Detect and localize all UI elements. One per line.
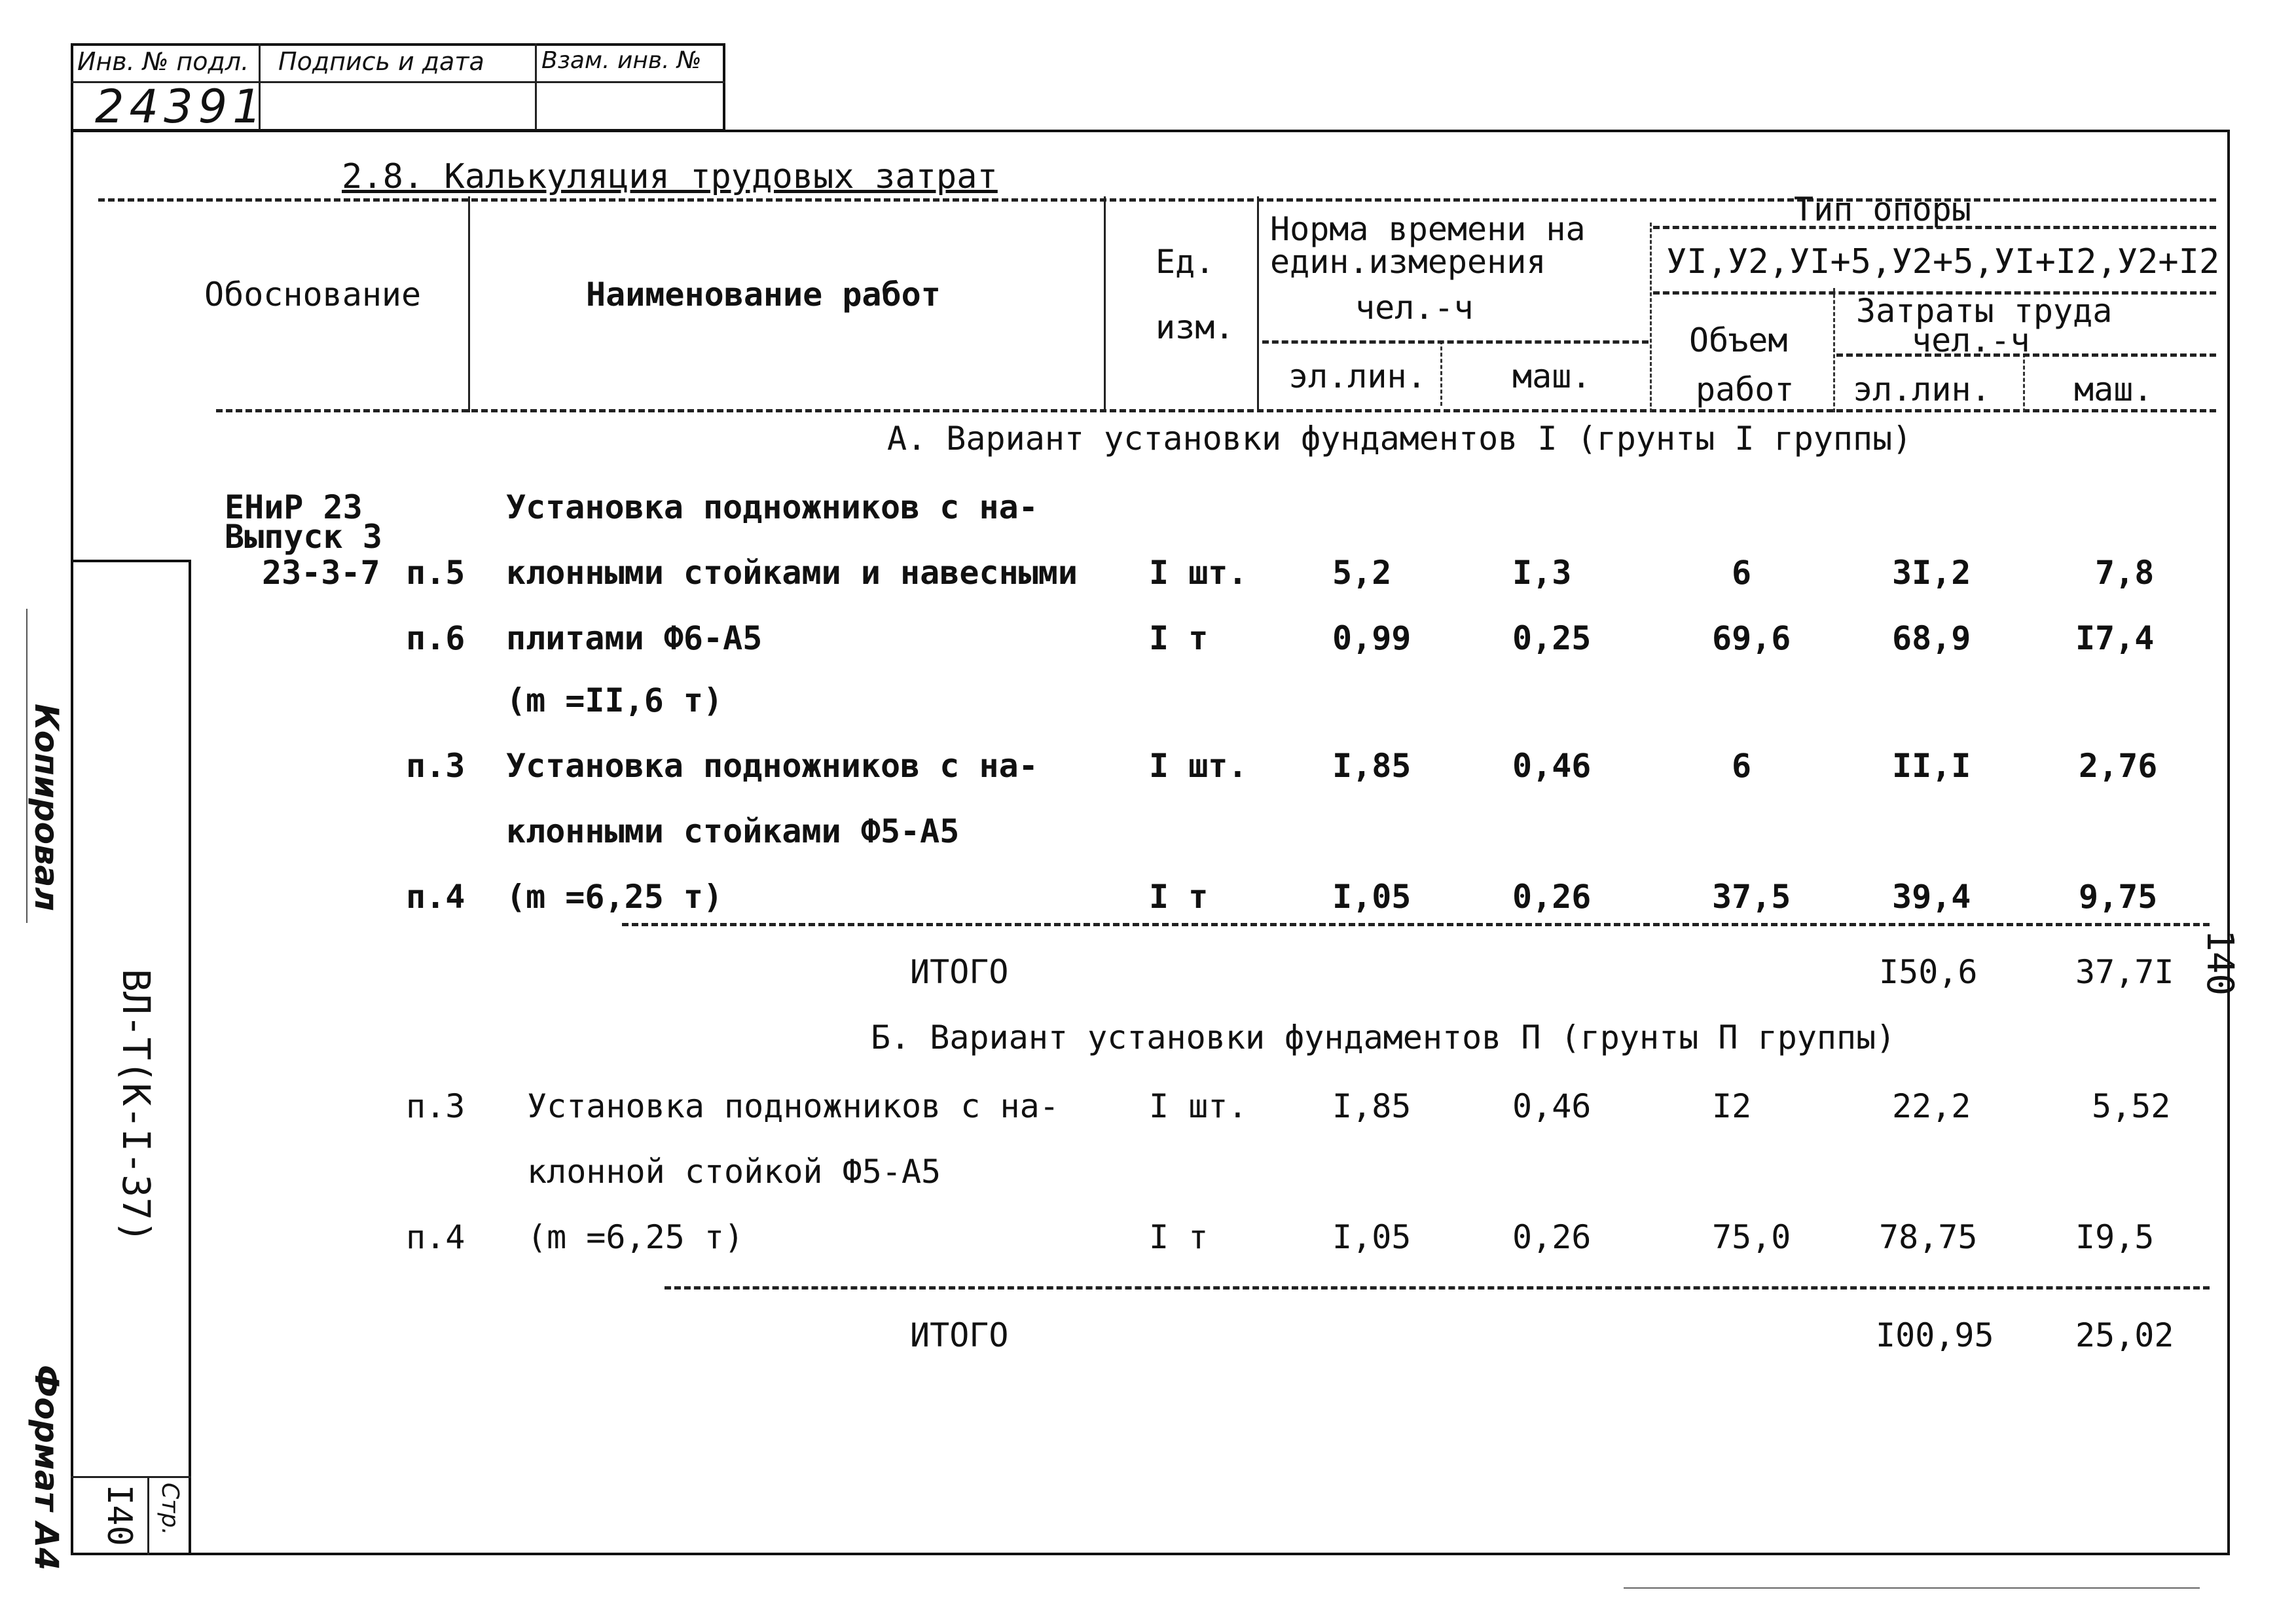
- header-norm-2: един.измерения: [1270, 243, 1546, 281]
- format-label: Формат А4: [27, 1365, 65, 1571]
- volume: 37,5: [1712, 878, 1791, 916]
- unit: I шт.: [1149, 1087, 1248, 1125]
- norm-el: I,85: [1332, 747, 1412, 785]
- work-name: плитами Ф6-А5: [506, 619, 763, 657]
- norm-el: I,85: [1332, 1087, 1412, 1125]
- unit: I шт.: [1149, 554, 1248, 592]
- header-unit-2: изм.: [1156, 308, 1235, 346]
- work-name: (m =6,25 т): [527, 1218, 744, 1256]
- labor-mash: 5,52: [2092, 1087, 2171, 1125]
- header-norm-el: эл.лин.: [1288, 357, 1427, 395]
- norm-el: 5,2: [1332, 554, 1392, 592]
- section-b-total-el: I00,95: [1876, 1316, 1994, 1354]
- header-norm-mash: маш.: [1512, 357, 1592, 395]
- labor-mash: 9,75: [2079, 878, 2158, 916]
- labor-el: 22,2: [1892, 1087, 1971, 1125]
- margin-page-number: 140: [2198, 929, 2241, 996]
- header-support-list: УI,У2,УI+5,У2+5,УI+I2,У2+I2: [1666, 242, 2220, 281]
- col-divider: [1257, 196, 1259, 412]
- binding-strip-divider: [71, 1476, 191, 1478]
- col-divider: [1440, 340, 1442, 406]
- header-labor-2: чел.-ч: [1912, 321, 2030, 359]
- stamp-col-divider: [535, 43, 537, 132]
- item-number: п.3: [406, 1087, 465, 1125]
- work-name: (m =II,6 т): [506, 681, 723, 719]
- header-labor-el: эл.лин.: [1853, 370, 1991, 408]
- margin-mark: [26, 609, 27, 923]
- labor-el: II,I: [1892, 747, 1971, 785]
- header-support-type: Тип опоры: [1794, 190, 1971, 228]
- norm-mash: 0,25: [1512, 619, 1592, 657]
- section-a-title: А. Вариант установки фундаментов I (грунты I группы): [887, 420, 1912, 458]
- header-unit-1: Ед.: [1156, 243, 1215, 281]
- section-a-total-mash: 37,7I: [2075, 953, 2174, 991]
- unit: I т: [1149, 878, 1209, 916]
- volume: 69,6: [1712, 619, 1791, 657]
- unit: I шт.: [1149, 747, 1248, 785]
- volume: 75,0: [1712, 1218, 1791, 1256]
- basis-line-3: 23-3-7: [262, 554, 380, 592]
- section-a-total-el: I50,6: [1879, 953, 1978, 991]
- section-b-total-rule: [665, 1286, 2210, 1290]
- stamp-header-inv: Инв. № подл.: [77, 47, 249, 76]
- document-code: ВЛ-Т(К-I-37): [114, 969, 158, 1244]
- col-divider: [468, 196, 470, 412]
- item-number: п.4: [406, 1218, 465, 1256]
- basis-line-2: Выпуск 3: [225, 518, 382, 556]
- basis-line-1: ЕНиР 23: [225, 488, 363, 526]
- inventory-number: 24391: [95, 80, 267, 134]
- volume: I2: [1712, 1087, 1752, 1125]
- page-label: Стр.: [156, 1483, 183, 1536]
- volume: 6: [1732, 747, 1752, 785]
- unit: I т: [1149, 1218, 1209, 1256]
- norm-mash: I,3: [1512, 554, 1572, 592]
- labor-el: 68,9: [1892, 619, 1971, 657]
- section-b-title: Б. Вариант установки фундаментов П (грунты П группы): [871, 1019, 1896, 1056]
- binding-strip-divider: [147, 1476, 149, 1555]
- item-number: п.6: [406, 619, 465, 657]
- stamp-header-signature: Подпись и дата: [278, 47, 484, 76]
- col-divider: [1650, 223, 1652, 412]
- header-labor-1: Затраты труда: [1856, 292, 2113, 330]
- col-divider: [2023, 353, 2025, 412]
- col-divider: [1833, 288, 1835, 412]
- section-b-total-mash: 25,02: [2075, 1316, 2174, 1354]
- work-name: Установка подножников с на-: [527, 1087, 1059, 1125]
- page-title: 2.8. Калькуляция трудовых затрат: [342, 157, 998, 196]
- header-norm-1: Норма времени на: [1270, 210, 1586, 248]
- item-number: п.4: [406, 878, 465, 916]
- item-number: п.3: [406, 747, 465, 785]
- work-name: Установка подножников с на-: [506, 488, 1038, 526]
- labor-mash: I9,5: [2075, 1218, 2155, 1256]
- labor-mash: 2,76: [2079, 747, 2158, 785]
- labor-mash: 7,8: [2095, 554, 2155, 592]
- header-bottom-rule: [216, 409, 2216, 412]
- bottom-mark: [1624, 1587, 2200, 1589]
- work-name: клонными стойками и навесными: [506, 554, 1078, 592]
- norm-el: I,05: [1332, 878, 1412, 916]
- norm-mash: 0,26: [1512, 1218, 1592, 1256]
- work-name: Установка подножников с на-: [506, 747, 1038, 785]
- norm-mash: 0,46: [1512, 747, 1592, 785]
- section-a-total-rule: [622, 923, 2210, 926]
- work-name: клонными стойками Ф5-А5: [506, 812, 960, 850]
- norm-el: 0,99: [1332, 619, 1412, 657]
- labor-el: 3I,2: [1892, 554, 1971, 592]
- header-volume-2: работ: [1696, 370, 1795, 408]
- norm-mash: 0,26: [1512, 878, 1592, 916]
- header-volume-1: Объем: [1689, 321, 1788, 359]
- work-name: клонной стойкой Ф5-А5: [527, 1153, 941, 1191]
- labor-mash: I7,4: [2075, 619, 2155, 657]
- item-number: п.5: [406, 554, 465, 592]
- labor-el: 78,75: [1879, 1218, 1978, 1256]
- header-work-name: Наименование работ: [586, 276, 941, 314]
- stamp-header-replace: Взам. инв. №: [541, 47, 702, 74]
- header-rule: [1262, 340, 1649, 344]
- page-number: I40: [100, 1485, 139, 1546]
- norm-el: I,05: [1332, 1218, 1412, 1256]
- volume: 6: [1732, 554, 1752, 592]
- norm-mash: 0,46: [1512, 1087, 1592, 1125]
- header-basis: Обоснование: [204, 276, 422, 314]
- section-b-total-label: ИТОГО: [910, 1316, 1009, 1354]
- labor-el: 39,4: [1892, 878, 1971, 916]
- header-norm-3: чел.-ч: [1355, 289, 1474, 327]
- unit: I т: [1149, 619, 1209, 657]
- header-labor-mash: маш.: [2074, 370, 2153, 408]
- col-divider: [1104, 196, 1106, 412]
- work-name: (m =6,25 т): [506, 878, 723, 916]
- section-a-total-label: ИТОГО: [910, 953, 1009, 991]
- copied-by-label: Копировал: [27, 704, 65, 911]
